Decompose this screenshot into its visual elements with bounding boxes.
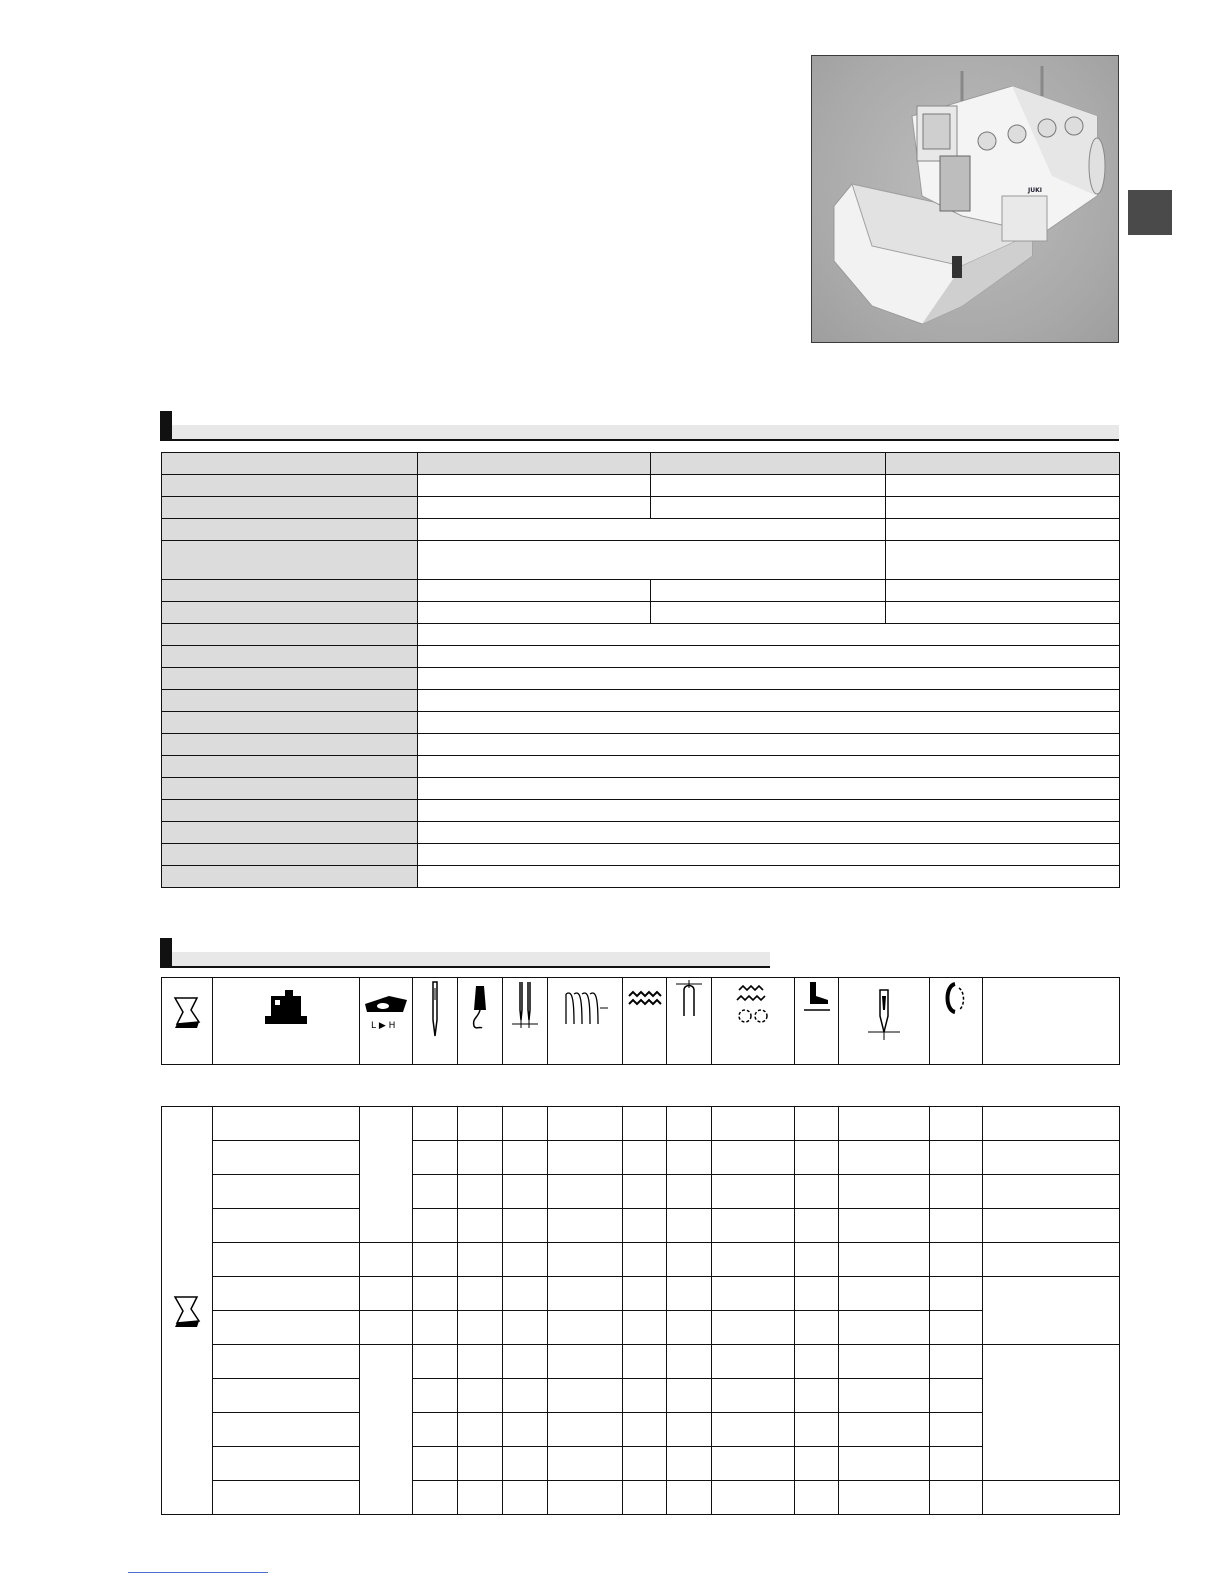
svg-text:L ▶ H: L ▶ H	[371, 1021, 396, 1031]
icon-header-table	[161, 977, 1120, 1065]
table-row	[162, 497, 1120, 519]
fabric-fold-icon	[162, 1287, 212, 1335]
table-row	[162, 624, 1120, 646]
table-row	[162, 978, 1120, 1065]
table-row	[162, 844, 1120, 866]
table-row	[162, 1311, 1120, 1345]
lubrication-icon	[930, 980, 982, 1020]
product-photo	[811, 55, 1119, 343]
table-row	[162, 1107, 1120, 1141]
table-row	[162, 756, 1120, 778]
table-row	[162, 778, 1120, 800]
presser-foot-lift-icon	[795, 980, 838, 1020]
table-row	[162, 1413, 1120, 1447]
fabric-fold-icon	[162, 988, 212, 1036]
section-marker	[160, 938, 172, 968]
section-header-specifications	[172, 425, 1119, 441]
section-marker	[160, 411, 172, 441]
table-row	[162, 1209, 1120, 1243]
table-row	[162, 1447, 1120, 1481]
table-row	[162, 541, 1120, 580]
table-row	[162, 1481, 1120, 1515]
model-table	[161, 1106, 1120, 1515]
needle-icon	[413, 980, 457, 1040]
table-row	[162, 1277, 1120, 1311]
table-row	[162, 1379, 1120, 1413]
table-row	[162, 800, 1120, 822]
table-row	[162, 668, 1120, 690]
table-row	[162, 690, 1120, 712]
differential-feed-icon	[712, 982, 794, 1032]
needle-system-icon	[839, 986, 929, 1046]
section-header-applications	[172, 952, 770, 968]
stitch-length-icon	[623, 984, 666, 1020]
table-row	[162, 453, 1120, 475]
thread-cone-icon	[458, 982, 502, 1032]
table-row	[162, 1345, 1120, 1379]
table-row	[162, 475, 1120, 497]
table-row	[162, 580, 1120, 602]
table-row	[162, 602, 1120, 624]
table-row	[162, 1141, 1120, 1175]
specification-table	[161, 452, 1120, 888]
machine-head-icon	[213, 990, 359, 1030]
table-row	[162, 866, 1120, 888]
table-row	[162, 646, 1120, 668]
table-row	[162, 519, 1120, 541]
table-row	[162, 1175, 1120, 1209]
needle-bar-stroke-icon	[667, 980, 711, 1036]
table-row	[162, 1243, 1120, 1277]
table-row	[162, 822, 1120, 844]
needle-gauge-icon	[503, 980, 547, 1032]
overedge-width-icon	[548, 988, 622, 1034]
table-row	[162, 712, 1120, 734]
footer-rule	[128, 1572, 268, 1573]
svg-text:JUKI: JUKI	[1028, 187, 1042, 194]
table-row	[162, 734, 1120, 756]
section-tab	[1128, 190, 1172, 235]
presser-foot-light-heavy-icon	[360, 986, 412, 1032]
